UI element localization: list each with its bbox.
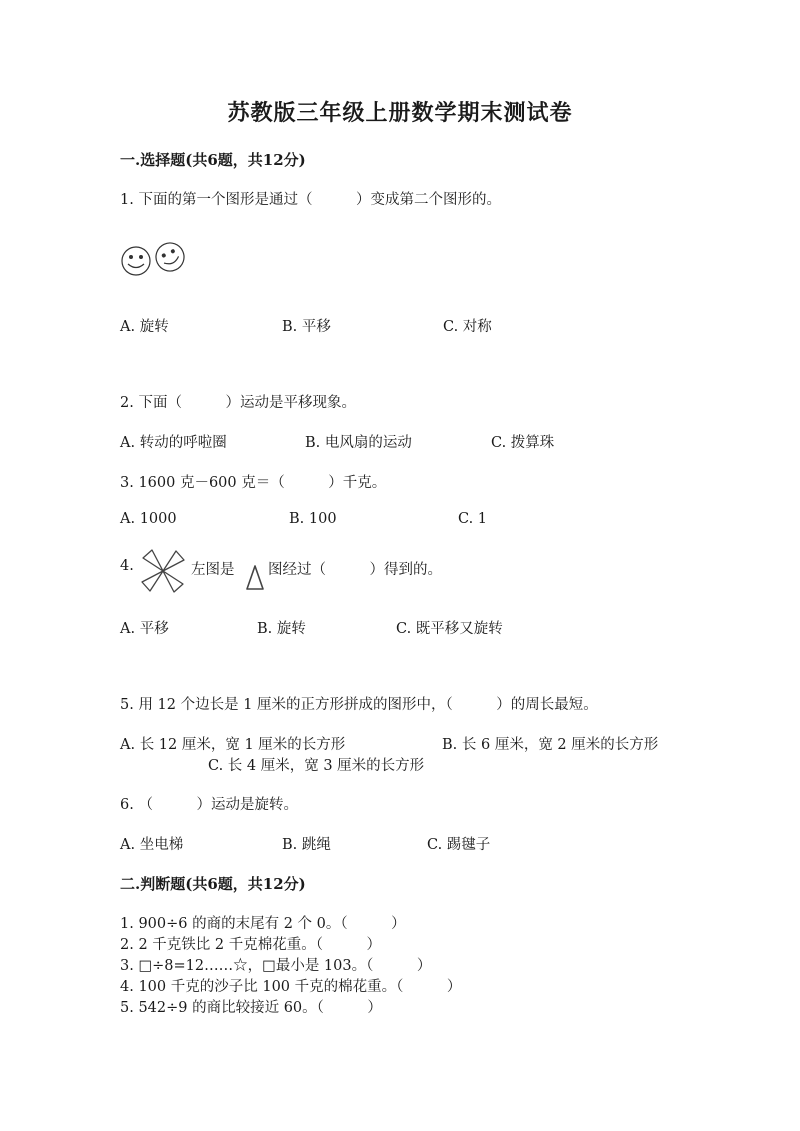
- question-4-stem-part-1: 左图是: [191, 562, 235, 578]
- judge-item-2: 2. 2 千克铁比 2 千克棉花重。（ ）: [120, 937, 381, 953]
- question-3-option-c: C. 1: [458, 511, 488, 527]
- question-3-option-a: A. 1000: [120, 511, 177, 527]
- question-5-option-a: A. 长 12 厘米，宽 1 厘米的长方形: [120, 737, 346, 753]
- section-heading-judge: 二.判断题(共6题，共12分): [120, 875, 306, 893]
- question-2-option-b: B. 电风扇的运动: [305, 435, 412, 451]
- question-4-stem-part-2: 图经过（ ）得到的。: [268, 562, 442, 578]
- question-3-option-b: B. 100: [289, 511, 337, 527]
- page-title: 苏教版三年级上册数学期末测试卷: [227, 100, 573, 126]
- question-2-stem: 2. 下面（ ）运动是平移现象。: [120, 395, 356, 411]
- question-3-stem: 3. 1600 克－600 克＝（ ）千克。: [120, 475, 387, 491]
- smiley-face-icon: [122, 247, 150, 275]
- pinwheel-icon: [140, 548, 186, 594]
- question-1-stem: 1. 下面的第一个图形是通过（ ）变成第二个图形的。: [120, 192, 501, 208]
- judge-item-5: 5. 542÷9 的商比较接近 60。（ ）: [120, 1000, 382, 1016]
- judge-item-3: 3. □÷8=12……☆，□最小是 103。（ ）: [120, 958, 432, 974]
- question-4-option-c: C. 既平移又旋转: [396, 621, 503, 637]
- question-4-option-a: A. 平移: [120, 621, 169, 637]
- question-6-option-c: C. 踢毽子: [427, 837, 491, 853]
- question-5-stem: 5. 用 12 个边长是 1 厘米的正方形拼成的图形中，（ ）的周长最短。: [120, 697, 598, 713]
- question-6-option-b: B. 跳绳: [282, 837, 331, 853]
- question-5-option-b: B. 长 6 厘米，宽 2 厘米的长方形: [442, 737, 659, 753]
- question-1-option-a: A. 旋转: [120, 319, 169, 335]
- question-1-option-c: C. 对称: [443, 319, 492, 335]
- judge-item-1: 1. 900÷6 的商的末尾有 2 个 0。（ ）: [120, 916, 406, 932]
- question-1-option-b: B. 平移: [282, 319, 331, 335]
- question-4-number: 4.: [120, 558, 134, 574]
- question-4-option-b: B. 旋转: [257, 621, 306, 637]
- question-6-stem: 6. （ ）运动是旋转。: [120, 797, 298, 813]
- section-heading-choice: 一.选择题(共6题，共12分): [120, 151, 306, 169]
- smiley-face-rotated-icon: [151, 240, 188, 276]
- question-5-option-c: C. 长 4 厘米，宽 3 厘米的长方形: [208, 758, 425, 774]
- question-6-option-a: A. 坐电梯: [120, 837, 184, 853]
- question-2-option-c: C. 拨算珠: [491, 435, 555, 451]
- smiley-faces-figure: [118, 240, 190, 278]
- question-2-option-a: A. 转动的呼啦圈: [120, 435, 227, 451]
- judge-item-4: 4. 100 千克的沙子比 100 千克的棉花重。（ ）: [120, 979, 462, 995]
- triangle-icon: [244, 564, 266, 592]
